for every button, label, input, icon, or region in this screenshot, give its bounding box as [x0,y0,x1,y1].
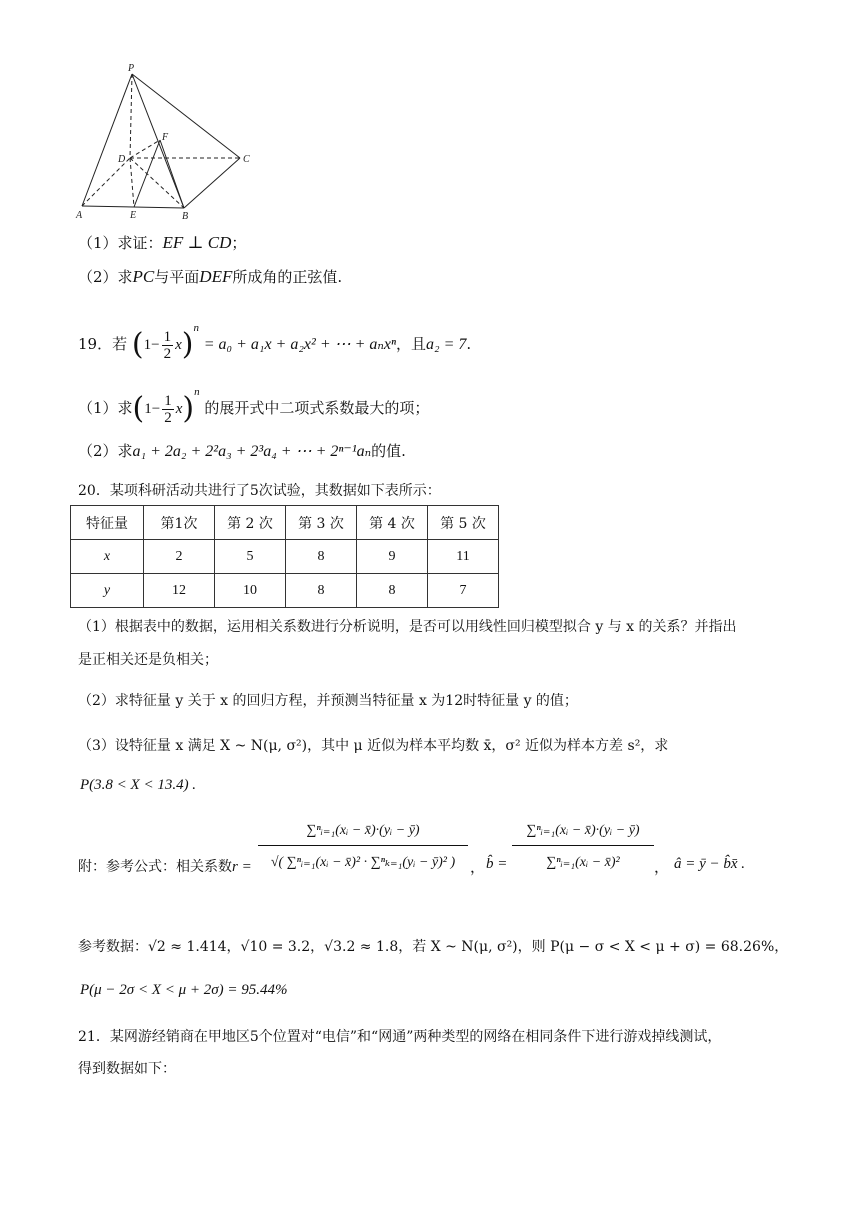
a-formula: â = ȳ − b̂x̄ . [674,856,746,872]
q19-x: x [175,337,182,353]
q18-p2-def: DEF [199,267,233,286]
q19-stem: 19．若 (1− $\frac{1}{2}$ x)$^n$ = a₀ + a₁x + a₂x² + ⋯ + aₙxⁿ，且a₂ = 7. [78,322,472,362]
b-formula [512,822,654,871]
q18-p2-mid: 与平面 [154,268,200,286]
q19-cond-prefix: ，且 [396,335,427,353]
table-cell: 7 [428,574,499,608]
q19-p1-prefix: （1）求 [78,399,133,417]
label-B: B [182,211,189,222]
q19-p1-suffix: 的展开式中二项式系数最大的项； [204,399,430,417]
q19-minus: − [151,337,160,353]
q20-part3-line2: P(3.8 < X < 13.4) . [80,777,197,793]
reference-data-2: P(μ − 2σ < X < μ + 2σ) = 95.44% [80,982,288,998]
label-P: P [128,63,135,74]
q20-data-table [70,505,499,608]
table-header-cell: 特征量 [71,506,144,540]
q19-exp: n [193,322,199,334]
table-cell: 2 [144,540,215,574]
table-cell: x [71,540,144,574]
q20-part1-line2: 是正相关还是负相关； [78,652,218,668]
q19-p2-expr: a₁ + 2a₂ + 2²a₃ + 2³a₄ + ⋯ + 2ⁿ⁻¹aₙ [132,443,372,460]
r-formula [258,822,468,871]
label-C: C [243,154,250,165]
edge-PD [130,74,132,158]
q19-p2-suffix: 的值. [371,442,406,460]
table-cell: 10 [215,574,286,608]
table-header-cell: 第 5 次 [428,506,499,540]
q19-part1: （1）求(1− $\frac{1}{2}$ x)$^n$ 的展开式中二项式系数最大的项； [78,386,430,426]
b-lhs: b̂ = [486,856,508,872]
q21-line1: 21．某网游经销商在甲地区5个位置对“电信”和“网通”两种类型的网络在相同条件下进行游戏掉线测试， [78,1029,722,1045]
table-cell: y [71,574,144,608]
edge-DF [130,140,160,158]
table-cell: 8 [286,540,357,574]
table-cell: 12 [144,574,215,608]
table-header-cell: 第1次 [144,506,215,540]
q19-rhs: = a₀ + a₁x + a₂x² + ⋯ + aₙxⁿ [203,336,397,353]
r-denominator: √( ∑ⁿᵢ₌₁(xᵢ − x̄)² · ∑ⁿₖ₌₁(yᵢ − ȳ)² ) [270,855,456,870]
table-header-cell: 第 3 次 [286,506,357,540]
r-numerator: ∑ⁿᵢ₌₁(xᵢ − x̄)·(yᵢ − ȳ) [258,822,468,846]
q18-p1-suffix: ； [231,234,247,252]
table-cell: 8 [357,574,428,608]
q20-part2: （2）求特征量 y 关于 x 的回归方程，并预测当特征量 x 为12时特征量 y 的值； [78,693,578,709]
table-cell: 5 [215,540,286,574]
edge-DB [130,158,184,208]
edge-DE [130,158,134,207]
q20-intro: 20．某项科研活动共进行了5次试验，其数据如下表所示： [78,483,441,499]
edge-AB [82,206,184,208]
q19-part2 [78,440,406,461]
q18-p2-suffix: 所成角的正弦值. [232,268,343,286]
label-D: D [118,154,126,165]
table-cell: 11 [428,540,499,574]
q18-part1 [78,232,246,253]
table-header-cell: 第 4 次 [357,506,428,540]
table-cell: 8 [286,574,357,608]
q18-p2-pc: PC [132,267,155,286]
q20-part1-line1: （1）根据表中的数据，运用相关系数进行分析说明，是否可以用线性回归模型拟合 y 与 x 的关系？并指出 [78,619,737,635]
edge-PA [82,74,132,206]
q19-p2-prefix: （2）求 [78,442,133,460]
q20-part3-line1: （3）设特征量 x 满足 X ~ N(μ, σ²)，其中 μ 近似为样本平均数 x̄，σ² 近似为样本方差 s²，求 [78,738,669,754]
q19-half: $\frac{1}{2}$ [163,328,172,362]
q19-number: 19．若 [78,335,128,353]
table-row [71,540,499,574]
q18-p1-math: EF ⊥ CD [162,233,232,252]
pyramid-figure [72,62,262,222]
b-denominator: ∑ⁿᵢ₌₁(xᵢ − x̄)² [546,855,620,870]
edge-AD [82,158,130,206]
q19-cond: a₂ = 7 [426,336,467,353]
edge-BC [184,158,240,208]
q21-line2: 得到数据如下： [78,1061,176,1077]
q19-one: 1 [143,337,152,353]
q18-p1-prefix: （1）求证： [78,234,163,252]
q18-p2-prefix: （2）求 [78,268,133,286]
label-F: F [162,132,169,143]
table-row [71,574,499,608]
edge-FB [160,140,184,208]
b-numerator: ∑ⁿᵢ₌₁(xᵢ − x̄)·(yᵢ − ȳ) [512,822,654,846]
reference-data: 参考数据：√2 ≈ 1.414，√10 = 3.2，√3.2 ≈ 1.8，若 X ~ N(μ, σ²)，则 P(μ − σ < X < μ + σ) = 68.26%， [78,939,789,955]
table-cell: 9 [357,540,428,574]
q19-period: . [466,335,472,353]
q18-part2 [78,266,342,287]
table-header-row [71,506,499,540]
label-A: A [76,210,83,221]
r-lhs: r = [232,859,252,875]
label-E: E [130,210,137,221]
formula-prefix: 附：参考公式：相关系数r = [78,859,252,875]
table-header-cell: 第 2 次 [215,506,286,540]
q19-p1-half: $\frac{1}{2}$ [164,392,172,426]
